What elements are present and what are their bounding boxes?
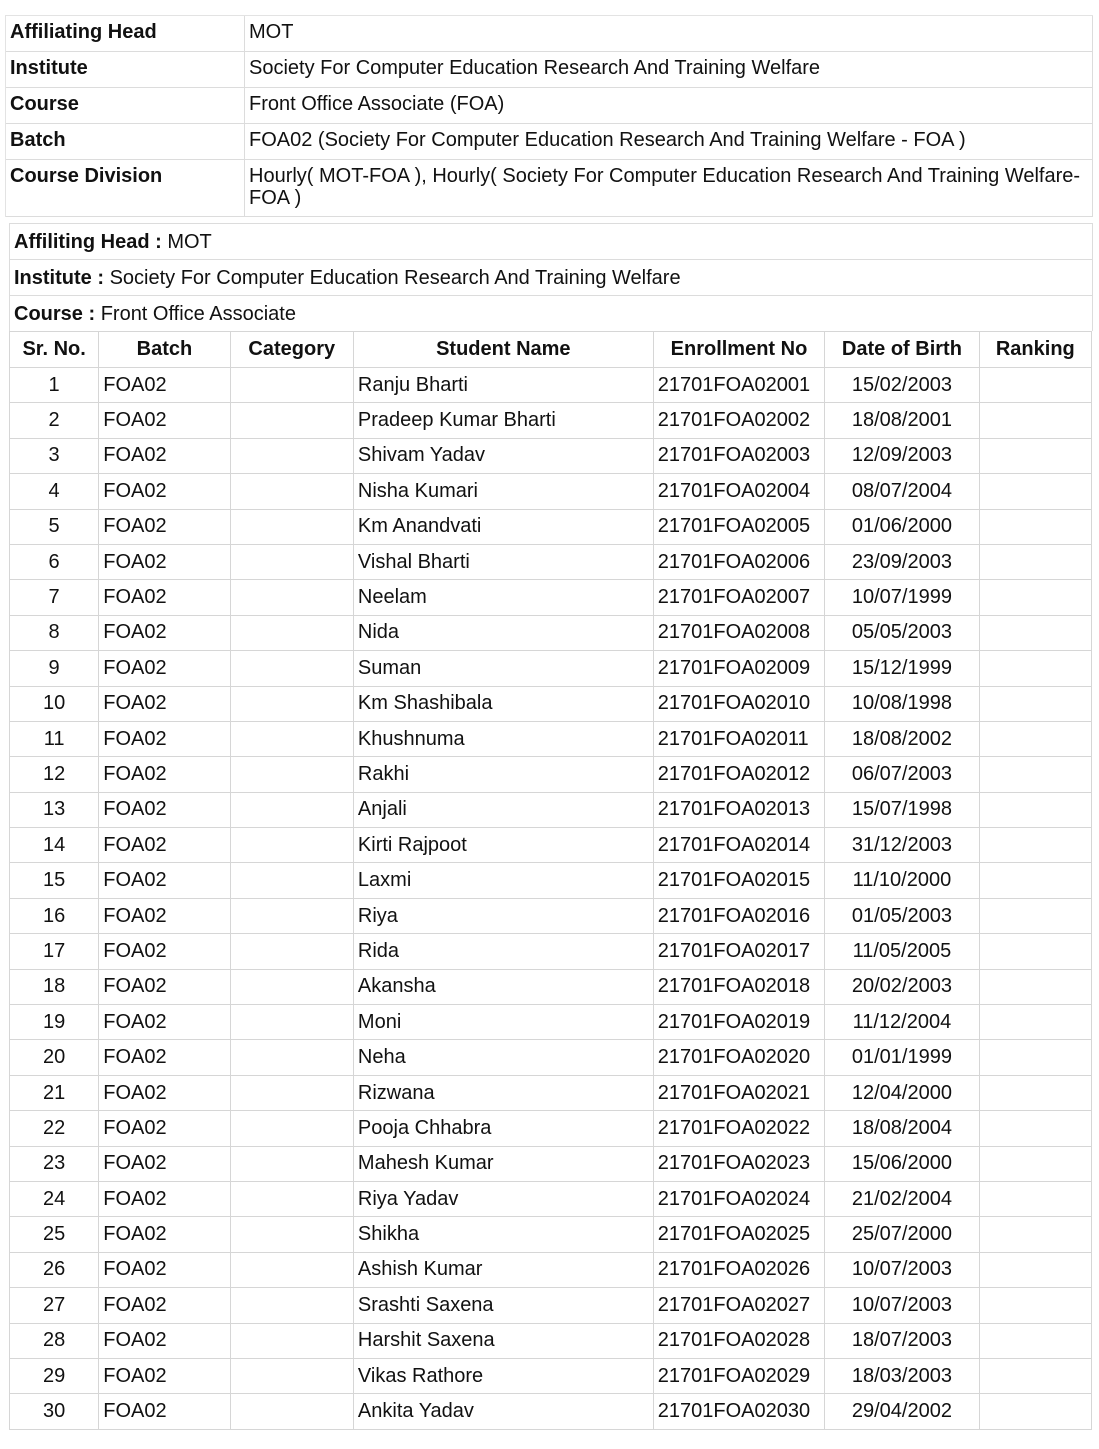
cell-date-of-birth: 15/12/1999: [825, 651, 979, 686]
header-label: Course :: [14, 303, 96, 325]
info-value: FOA02 (Society For Computer Education Research And Training Welfare - FOA ): [245, 124, 1093, 160]
cell-student-name: Shivam Yadav: [354, 439, 654, 474]
table-row: [10, 793, 1092, 828]
cell-enrollment-no: 21701FOA02014: [654, 828, 825, 863]
cell-enrollment-no: 21701FOA02021: [654, 1076, 825, 1111]
cell-batch: FOA02: [99, 1359, 230, 1394]
cell-category: [231, 1182, 354, 1217]
cell-student-name: Suman: [354, 651, 654, 686]
table-row: [10, 1040, 1092, 1075]
cell-ranking: [980, 1147, 1092, 1182]
cell-sr-no: 15: [10, 863, 99, 898]
cell-sr-no: 5: [10, 510, 99, 545]
cell-student-name: Ankita Yadav: [354, 1394, 654, 1429]
student-list-table: [9, 331, 1092, 1430]
cell-date-of-birth: 10/07/1999: [825, 580, 979, 615]
cell-sr-no: 9: [10, 651, 99, 686]
cell-category: [231, 1040, 354, 1075]
cell-category: [231, 899, 354, 934]
cell-batch: FOA02: [99, 616, 230, 651]
cell-sr-no: 18: [10, 970, 99, 1005]
cell-enrollment-no: 21701FOA02028: [654, 1324, 825, 1359]
cell-student-name: Moni: [354, 1005, 654, 1040]
cell-student-name: Laxmi: [354, 863, 654, 898]
cell-sr-no: 16: [10, 899, 99, 934]
header-label: Institute :: [14, 267, 104, 289]
cell-enrollment-no: 21701FOA02004: [654, 474, 825, 509]
table-row: [10, 1005, 1092, 1040]
cell-ranking: [980, 651, 1092, 686]
cell-enrollment-no: 21701FOA02026: [654, 1253, 825, 1288]
cell-ranking: [980, 1288, 1092, 1323]
cell-category: [231, 970, 354, 1005]
info-value: MOT: [245, 16, 1093, 52]
cell-batch: FOA02: [99, 1111, 230, 1146]
cell-category: [231, 580, 354, 615]
cell-batch: FOA02: [99, 793, 230, 828]
cell-category: [231, 545, 354, 580]
cell-category: [231, 510, 354, 545]
cell-ranking: [980, 616, 1092, 651]
cell-ranking: [980, 1040, 1092, 1075]
cell-sr-no: 4: [10, 474, 99, 509]
cell-student-name: Rida: [354, 934, 654, 969]
cell-enrollment-no: 21701FOA02027: [654, 1288, 825, 1323]
cell-student-name: Mahesh Kumar: [354, 1147, 654, 1182]
header-affiliating-head: [10, 224, 1092, 260]
cell-ranking: [980, 1253, 1092, 1288]
cell-date-of-birth: 05/05/2003: [825, 616, 979, 651]
cell-enrollment-no: 21701FOA02030: [654, 1394, 825, 1429]
cell-batch: FOA02: [99, 970, 230, 1005]
info-value: Front Office Associate (FOA): [245, 88, 1093, 124]
cell-enrollment-no: 21701FOA02023: [654, 1147, 825, 1182]
info-row-institute: [6, 52, 1093, 88]
cell-enrollment-no: 21701FOA02003: [654, 439, 825, 474]
cell-sr-no: 25: [10, 1217, 99, 1252]
cell-sr-no: 13: [10, 793, 99, 828]
header-institute: [10, 260, 1092, 296]
info-label: Institute: [6, 52, 245, 88]
cell-category: [231, 403, 354, 438]
cell-sr-no: 17: [10, 934, 99, 969]
cell-batch: FOA02: [99, 757, 230, 792]
cell-ranking: [980, 510, 1092, 545]
column-header-batch: Batch: [99, 332, 230, 368]
cell-date-of-birth: 20/02/2003: [825, 970, 979, 1005]
cell-batch: FOA02: [99, 510, 230, 545]
table-row: [10, 1147, 1092, 1182]
table-row: [10, 651, 1092, 686]
header-label: Affiliting Head :: [14, 231, 162, 253]
cell-enrollment-no: 21701FOA02022: [654, 1111, 825, 1146]
cell-category: [231, 934, 354, 969]
cell-enrollment-no: 21701FOA02024: [654, 1182, 825, 1217]
cell-sr-no: 14: [10, 828, 99, 863]
cell-category: [231, 1005, 354, 1040]
cell-ranking: [980, 1076, 1092, 1111]
cell-student-name: Vishal Bharti: [354, 545, 654, 580]
cell-batch: FOA02: [99, 1288, 230, 1323]
cell-student-name: Nisha Kumari: [354, 474, 654, 509]
cell-student-name: Harshit Saxena: [354, 1324, 654, 1359]
cell-batch: FOA02: [99, 1217, 230, 1252]
info-value: Society For Computer Education Research And Training Welfare: [245, 52, 1093, 88]
cell-enrollment-no: 21701FOA02020: [654, 1040, 825, 1075]
cell-sr-no: 28: [10, 1324, 99, 1359]
cell-batch: FOA02: [99, 580, 230, 615]
table-row: [10, 863, 1092, 898]
info-row-course: [6, 88, 1093, 124]
cell-ranking: [980, 439, 1092, 474]
cell-category: [231, 1147, 354, 1182]
cell-enrollment-no: 21701FOA02009: [654, 651, 825, 686]
cell-enrollment-no: 21701FOA02011: [654, 722, 825, 757]
cell-category: [231, 651, 354, 686]
cell-ranking: [980, 474, 1092, 509]
cell-sr-no: 19: [10, 1005, 99, 1040]
cell-batch: FOA02: [99, 368, 230, 403]
table-row: [10, 970, 1092, 1005]
cell-category: [231, 1111, 354, 1146]
cell-student-name: Anjali: [354, 793, 654, 828]
cell-batch: FOA02: [99, 439, 230, 474]
cell-ranking: [980, 1111, 1092, 1146]
cell-enrollment-no: 21701FOA02018: [654, 970, 825, 1005]
cell-ranking: [980, 1359, 1092, 1394]
cell-batch: FOA02: [99, 899, 230, 934]
cell-enrollment-no: 21701FOA02029: [654, 1359, 825, 1394]
cell-batch: FOA02: [99, 1324, 230, 1359]
student-rows: [10, 368, 1092, 1430]
cell-batch: FOA02: [99, 545, 230, 580]
cell-date-of-birth: 18/07/2003: [825, 1324, 979, 1359]
cell-enrollment-no: 21701FOA02007: [654, 580, 825, 615]
cell-ranking: [980, 828, 1092, 863]
cell-category: [231, 757, 354, 792]
cell-date-of-birth: 18/08/2004: [825, 1111, 979, 1146]
cell-ranking: [980, 545, 1092, 580]
cell-date-of-birth: 01/06/2000: [825, 510, 979, 545]
cell-category: [231, 368, 354, 403]
cell-batch: FOA02: [99, 1147, 230, 1182]
cell-batch: FOA02: [99, 1253, 230, 1288]
cell-student-name: Kirti Rajpoot: [354, 828, 654, 863]
cell-enrollment-no: 21701FOA02002: [654, 403, 825, 438]
table-row: [10, 1253, 1092, 1288]
cell-ranking: [980, 403, 1092, 438]
cell-category: [231, 439, 354, 474]
cell-sr-no: 7: [10, 580, 99, 615]
cell-batch: FOA02: [99, 722, 230, 757]
cell-date-of-birth: 01/05/2003: [825, 899, 979, 934]
info-label: Course Division: [6, 160, 245, 217]
cell-date-of-birth: 18/08/2002: [825, 722, 979, 757]
cell-category: [231, 616, 354, 651]
cell-batch: FOA02: [99, 1005, 230, 1040]
cell-ranking: [980, 1005, 1092, 1040]
cell-ranking: [980, 1394, 1092, 1429]
cell-student-name: Rizwana: [354, 1076, 654, 1111]
cell-category: [231, 1076, 354, 1111]
table-row: [10, 722, 1092, 757]
cell-date-of-birth: 08/07/2004: [825, 474, 979, 509]
cell-batch: FOA02: [99, 687, 230, 722]
cell-sr-no: 6: [10, 545, 99, 580]
cell-batch: FOA02: [99, 1076, 230, 1111]
cell-student-name: Vikas Rathore: [354, 1359, 654, 1394]
cell-student-name: Khushnuma: [354, 722, 654, 757]
cell-sr-no: 22: [10, 1111, 99, 1146]
cell-student-name: Riya Yadav: [354, 1182, 654, 1217]
cell-date-of-birth: 10/08/1998: [825, 687, 979, 722]
cell-ranking: [980, 368, 1092, 403]
cell-enrollment-no: 21701FOA02016: [654, 899, 825, 934]
cell-ranking: [980, 970, 1092, 1005]
table-row: [10, 510, 1092, 545]
cell-category: [231, 474, 354, 509]
cell-student-name: Akansha: [354, 970, 654, 1005]
cell-date-of-birth: 29/04/2002: [825, 1394, 979, 1429]
cell-date-of-birth: 10/07/2003: [825, 1253, 979, 1288]
cell-date-of-birth: 31/12/2003: [825, 828, 979, 863]
cell-category: [231, 1217, 354, 1252]
cell-date-of-birth: 10/07/2003: [825, 1288, 979, 1323]
info-label: Batch: [6, 124, 245, 160]
table-row: [10, 474, 1092, 509]
cell-student-name: Pooja Chhabra: [354, 1111, 654, 1146]
cell-enrollment-no: 21701FOA02013: [654, 793, 825, 828]
info-row-batch: [6, 124, 1093, 160]
cell-batch: FOA02: [99, 828, 230, 863]
table-row: [10, 757, 1092, 792]
cell-batch: FOA02: [99, 1040, 230, 1075]
cell-sr-no: 2: [10, 403, 99, 438]
cell-category: [231, 1359, 354, 1394]
cell-sr-no: 26: [10, 1253, 99, 1288]
cell-category: [231, 863, 354, 898]
cell-batch: FOA02: [99, 934, 230, 969]
info-row-affiliating-head: [6, 16, 1093, 52]
table-row: [10, 545, 1092, 580]
cell-sr-no: 12: [10, 757, 99, 792]
cell-batch: FOA02: [99, 403, 230, 438]
cell-sr-no: 8: [10, 616, 99, 651]
cell-batch: FOA02: [99, 863, 230, 898]
cell-student-name: Rakhi: [354, 757, 654, 792]
cell-date-of-birth: 11/10/2000: [825, 863, 979, 898]
cell-sr-no: 21: [10, 1076, 99, 1111]
cell-ranking: [980, 934, 1092, 969]
cell-date-of-birth: 23/09/2003: [825, 545, 979, 580]
info-row-course-division: [6, 160, 1093, 217]
cell-date-of-birth: 21/02/2004: [825, 1182, 979, 1217]
cell-date-of-birth: 11/05/2005: [825, 934, 979, 969]
cell-date-of-birth: 12/04/2000: [825, 1076, 979, 1111]
cell-batch: FOA02: [99, 474, 230, 509]
table-row: [10, 403, 1092, 438]
cell-enrollment-no: 21701FOA02006: [654, 545, 825, 580]
column-header-student-name: Student Name: [354, 332, 654, 368]
table-row: [10, 1394, 1092, 1429]
header-value: Society For Computer Education Research And Training Welfare: [109, 267, 681, 289]
column-header-enrollment-no: Enrollment No: [654, 332, 825, 368]
cell-sr-no: 30: [10, 1394, 99, 1429]
table-row: [10, 1182, 1092, 1217]
cell-category: [231, 793, 354, 828]
cell-student-name: Srashti Saxena: [354, 1288, 654, 1323]
header-value: MOT: [167, 231, 212, 253]
cell-category: [231, 1288, 354, 1323]
column-header-sr-no: Sr. No.: [10, 332, 99, 368]
cell-category: [231, 722, 354, 757]
cell-student-name: Neha: [354, 1040, 654, 1075]
table-row: [10, 934, 1092, 969]
cell-date-of-birth: 11/12/2004: [825, 1005, 979, 1040]
cell-sr-no: 27: [10, 1288, 99, 1323]
table-row: [10, 368, 1092, 403]
cell-enrollment-no: 21701FOA02005: [654, 510, 825, 545]
cell-enrollment-no: 21701FOA02015: [654, 863, 825, 898]
cell-date-of-birth: 18/03/2003: [825, 1359, 979, 1394]
table-row: [10, 1217, 1092, 1252]
cell-batch: FOA02: [99, 1394, 230, 1429]
info-label: Affiliating Head: [6, 16, 245, 52]
table-row: [10, 828, 1092, 863]
cell-ranking: [980, 899, 1092, 934]
cell-enrollment-no: 21701FOA02025: [654, 1217, 825, 1252]
cell-ranking: [980, 863, 1092, 898]
info-value: Hourly( MOT-FOA ), Hourly( Society For Computer Education Research And Training Welfare-FOA ): [245, 160, 1093, 217]
table-row: [10, 616, 1092, 651]
cell-enrollment-no: 21701FOA02010: [654, 687, 825, 722]
table-row: [10, 1324, 1092, 1359]
table-row: [10, 580, 1092, 615]
cell-date-of-birth: 15/07/1998: [825, 793, 979, 828]
report-header: [9, 223, 1093, 331]
table-row: [10, 1359, 1092, 1394]
cell-student-name: Km Anandvati: [354, 510, 654, 545]
cell-date-of-birth: 15/06/2000: [825, 1147, 979, 1182]
cell-ranking: [980, 580, 1092, 615]
cell-enrollment-no: 21701FOA02017: [654, 934, 825, 969]
cell-category: [231, 1324, 354, 1359]
table-row: [10, 1288, 1092, 1323]
cell-ranking: [980, 687, 1092, 722]
cell-student-name: Nida: [354, 616, 654, 651]
cell-sr-no: 10: [10, 687, 99, 722]
table-row: [10, 1076, 1092, 1111]
cell-date-of-birth: 06/07/2003: [825, 757, 979, 792]
cell-student-name: Km Shashibala: [354, 687, 654, 722]
cell-date-of-birth: 12/09/2003: [825, 439, 979, 474]
table-row: [10, 1111, 1092, 1146]
cell-ranking: [980, 1217, 1092, 1252]
cell-category: [231, 828, 354, 863]
cell-student-name: Ranju Bharti: [354, 368, 654, 403]
header-course: [10, 296, 1092, 331]
cell-ranking: [980, 793, 1092, 828]
info-label: Course: [6, 88, 245, 124]
cell-sr-no: 1: [10, 368, 99, 403]
table-header-row: [10, 332, 1092, 368]
header-value: Front Office Associate: [100, 303, 296, 325]
cell-enrollment-no: 21701FOA02019: [654, 1005, 825, 1040]
cell-enrollment-no: 21701FOA02001: [654, 368, 825, 403]
cell-sr-no: 3: [10, 439, 99, 474]
table-row: [10, 687, 1092, 722]
cell-student-name: Riya: [354, 899, 654, 934]
cell-category: [231, 1394, 354, 1429]
cell-sr-no: 24: [10, 1182, 99, 1217]
cell-category: [231, 1253, 354, 1288]
cell-sr-no: 11: [10, 722, 99, 757]
cell-date-of-birth: 01/01/1999: [825, 1040, 979, 1075]
cell-category: [231, 687, 354, 722]
table-row: [10, 899, 1092, 934]
cell-batch: FOA02: [99, 651, 230, 686]
cell-student-name: Pradeep Kumar Bharti: [354, 403, 654, 438]
column-header-date-of-birth: Date of Birth: [825, 332, 979, 368]
cell-ranking: [980, 757, 1092, 792]
cell-sr-no: 20: [10, 1040, 99, 1075]
cell-enrollment-no: 21701FOA02012: [654, 757, 825, 792]
cell-ranking: [980, 1182, 1092, 1217]
cell-student-name: Ashish Kumar: [354, 1253, 654, 1288]
cell-batch: FOA02: [99, 1182, 230, 1217]
column-header-category: Category: [231, 332, 354, 368]
cell-ranking: [980, 1324, 1092, 1359]
table-row: [10, 439, 1092, 474]
cell-date-of-birth: 25/07/2000: [825, 1217, 979, 1252]
course-info-table: [5, 15, 1093, 217]
cell-student-name: Neelam: [354, 580, 654, 615]
cell-date-of-birth: 18/08/2001: [825, 403, 979, 438]
cell-date-of-birth: 15/02/2003: [825, 368, 979, 403]
cell-enrollment-no: 21701FOA02008: [654, 616, 825, 651]
cell-sr-no: 29: [10, 1359, 99, 1394]
cell-sr-no: 23: [10, 1147, 99, 1182]
cell-ranking: [980, 722, 1092, 757]
cell-student-name: Shikha: [354, 1217, 654, 1252]
column-header-ranking: Ranking: [980, 332, 1092, 368]
